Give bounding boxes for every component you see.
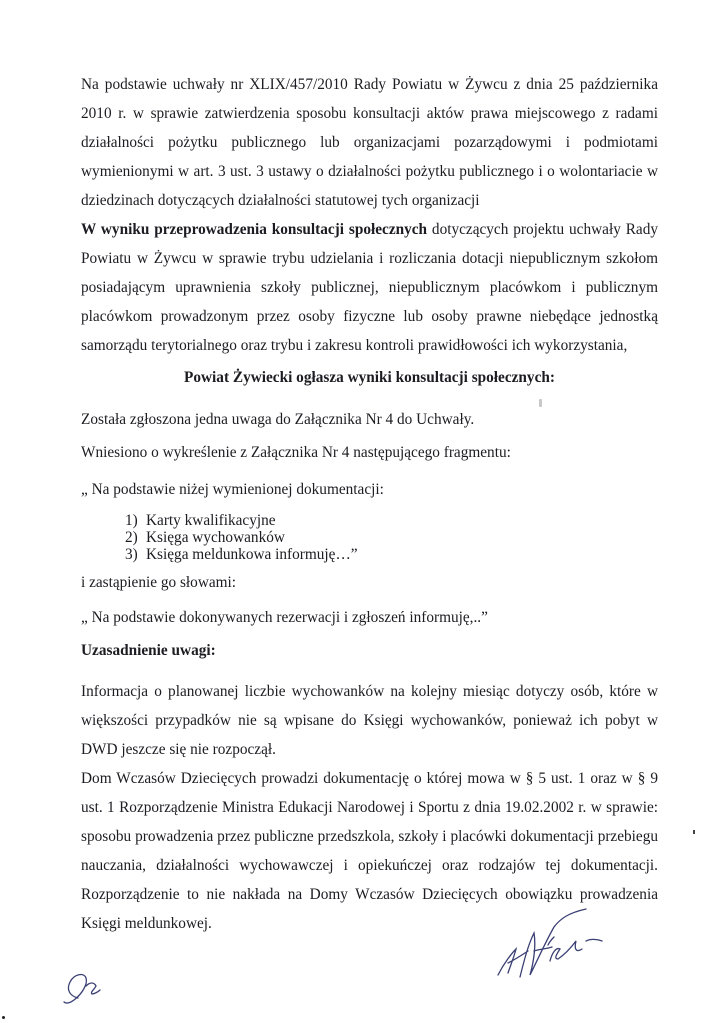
consultation-bold-lead: W wyniku przeprowadzenia konsultacji społecznych: [81, 221, 428, 238]
initials-icon: [62, 968, 112, 1008]
list-item: 1) Karty kwalifikacyjne: [125, 512, 276, 529]
scan-mark: [539, 399, 542, 407]
consultation-paragraph: [81, 215, 658, 360]
corner-mark: [2, 1016, 5, 1019]
intro-paragraph: Na podstawie uchwały nr XLIX/457/2010 Rady Powiatu w Żywcu z dnia 25 października 2010 r. w sprawie zatwierdzenia sposobu konsultacji aktów prawa miejscowego z radami działalności pożytku publicznego lub organizacjami pozarządowymi i podmiotami wymienionymi w art. 3 ust. 3 ustawy o działalności pożytku publicznego i o wolontariacie w dziedzinach dotyczących działalności statutowej tych organizacji: [81, 76, 658, 209]
margin-mark: [693, 830, 695, 834]
justification-paragraph: Informacja o planowanej liczbie wychowanków na kolejny miesiąc dotyczy osób, które w większości przypadków nie są wpisane do Księgi wychowanków, ponieważ ich pobyt w DWD jeszcze się nie rozpoczął.: [81, 683, 658, 758]
replacement-intro: i zastąpienie go słowami:: [81, 574, 237, 591]
list-item: 2) Księga wychowanków: [125, 529, 285, 546]
remark-submitted: Została zgłoszona jedna uwaga do Załącznika Nr 4 do Uchwały.: [81, 411, 475, 428]
deletion-request: Wniesiono o wykreślenie z Załącznika Nr 4 następującego fragmentu:: [81, 444, 511, 461]
signature-icon: [490, 905, 630, 985]
consultation-rest: dotyczących projektu uchwały Rady Powiatu w Żywcu w sprawie trybu udzielania i rozliczania dotacji niepublicznym szkołom posiadającym uprawnienia szkoły publicznej, niepublicznym placówkom i publicznym placówkom prowadzonym przez osoby fizyczne lub osoby prawne niebędące jednostką samorządu terytorialnego oraz trybu i zakresu kontroli prawidłowości ich wykorzystania,: [81, 221, 658, 354]
justification-heading: Uzasadnienie uwagi:: [81, 642, 216, 659]
quote-replacement: „ Na podstawie dokonywanych rezerwacji i zgłoszeń informuję,..”: [81, 609, 488, 626]
announcement-heading: Powiat Żywiecki ogłasza wyniki konsultacji społecznych:: [184, 369, 555, 386]
closing-paragraph: Dom Wczasów Dziecięcych prowadzi dokumentację o której mowa w § 5 ust. 1 oraz w § 9 ust. 1 Rozporządzenie Ministra Edukacji Narodowej i Sportu z dnia 19.02.2002 r. w sprawie: sposobu prowadzenia przez publiczne przedszkola, szkoły i placówki dokumentacji przebiegu nauczania, działalności wychowawczej i opiekuńczej oraz rodzajów tej dokumentacji. Rozporządzenie to nie nakłada na Domy Wczasów Dziecięcych obowiązku prowadzenia Księgi meldunkowej.: [81, 770, 658, 932]
quote-original: „ Na podstawie niżej wymienionej dokumentacji:: [81, 481, 384, 498]
list-item: 3) Księga meldunkowa informuję…”: [125, 546, 358, 563]
